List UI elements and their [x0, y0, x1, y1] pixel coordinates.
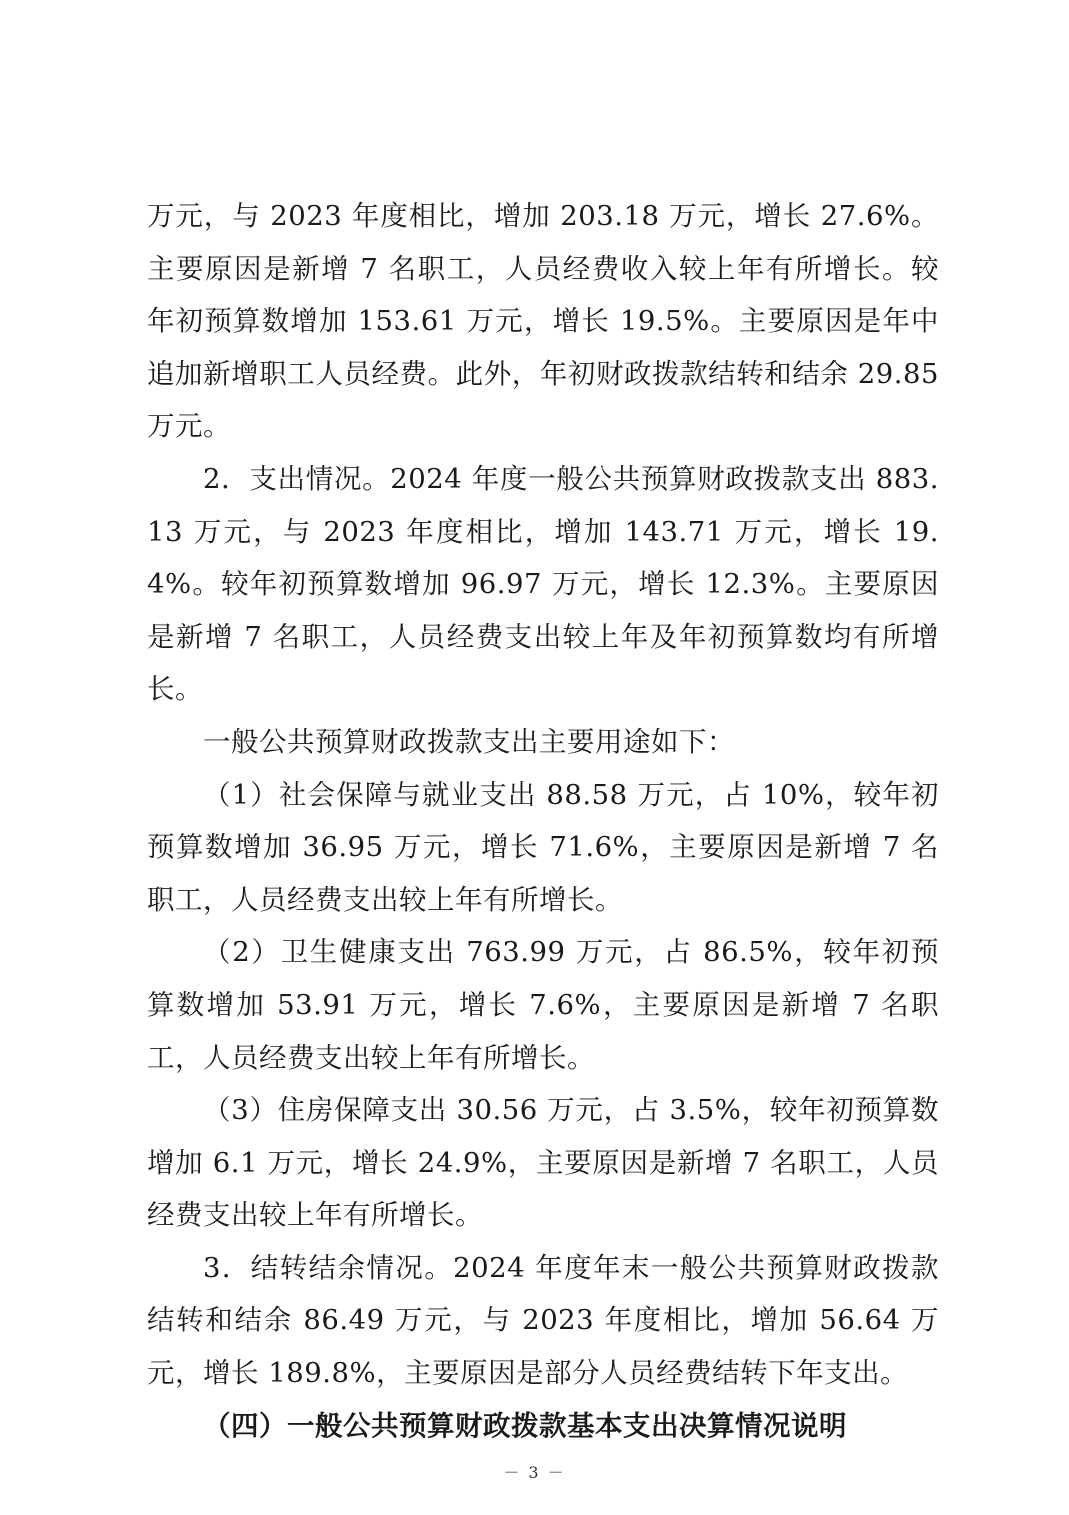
page-number: － 3 － — [503, 1463, 566, 1482]
paragraph-housing: （3）住房保障支出 30.56 万元，占 3.5%，较年初预算数增加 6.1 万元，增长 24.9%，主要原因是新增 7 名职工，人员经费支出较上年有所增长。 — [147, 1094, 939, 1232]
paragraph-health: （2）卫生健康支出 763.99 万元，占 86.5%，较年初预算数增加 53.91 万元，增长 7.6%，主要原因是新增 7 名职工，人员经费支出较上年有所增长。 — [147, 936, 939, 1074]
paragraph-income-summary: 万元，与 2023 年度相比，增加 203.18 万元，增长 27.6%。主要原因是新增 7 名职工，人员经费收入较上年有所增长。较年初预算数增加 153.61 万元，增长 19.5%。主要原因是年中追加新增职工人员经费。此外，年初财政拨款结转和结余 29.85 万元。 — [147, 200, 939, 443]
section-heading: （四）一般公共预算财政拨款基本支出决算情况说明 — [203, 1409, 847, 1442]
document-body — [147, 190, 939, 1452]
paragraph-expenditure-overview: 2．支出情况。2024 年度一般公共预算财政拨款支出 883.13 万元，与 2023 年度相比，增加 143.71 万元，增长 19.4%。较年初预算数增加 96.97 万元，增长 12.3%。主要原因是新增 7 名职工，人员经费支出较上年及年初预算数均有所增长。 — [147, 462, 939, 706]
paragraph-expenditure-uses-intro: 一般公共预算财政拨款支出主要用途如下： — [203, 725, 735, 758]
paragraph-social-security: （1）社会保障与就业支出 88.58 万元，占 10%，较年初预算数增加 36.95 万元，增长 71.6%，主要原因是新增 7 名职工，人员经费支出较上年有所增长。 — [147, 778, 939, 916]
paragraph-carryover: 3．结转结余情况。2024 年度年末一般公共预算财政拨款结转和结余 86.49 万元，与 2023 年度相比，增加 56.64 万元，增长 189.8%，主要原因是部分人员经费结转下年支出。 — [147, 1251, 939, 1390]
